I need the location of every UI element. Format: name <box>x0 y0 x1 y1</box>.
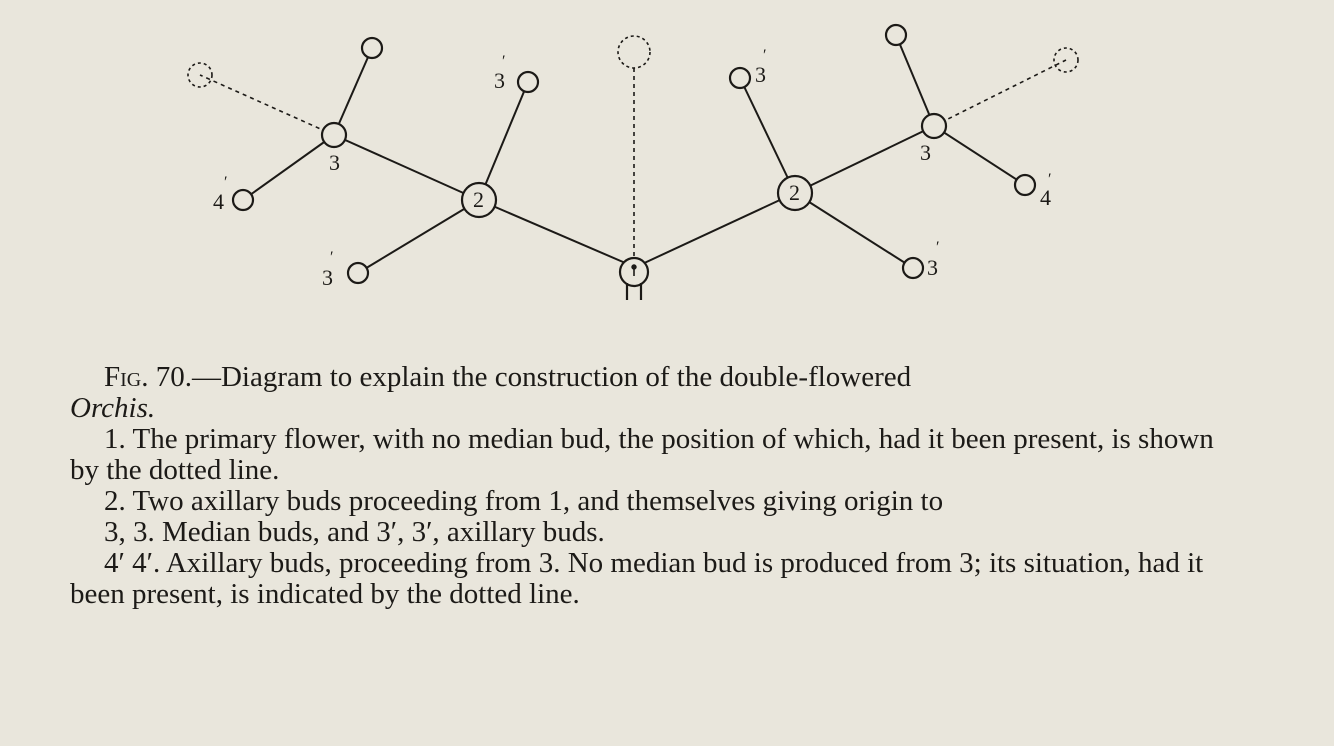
edge-2-3prime-left-high <box>479 82 528 200</box>
edge-1-2-right <box>640 193 795 265</box>
bud-dotted-primary <box>618 36 650 68</box>
edge-3-4prime-left <box>243 135 334 200</box>
prime-3-right-low: ′ <box>936 239 940 256</box>
orchis-construction-diagram <box>0 0 1334 360</box>
bud-3prime-left-low <box>348 263 368 283</box>
label-4prime-left: 4 <box>213 189 224 214</box>
label-3-left: 3 <box>329 150 340 175</box>
bud-4prime-right <box>1015 175 1035 195</box>
label-3prime-left-high: 3 <box>494 68 505 93</box>
prime-3-right-high: ′ <box>763 47 767 64</box>
prime-4-left: ′ <box>224 174 228 191</box>
edge-2-3prime-right-high <box>740 78 795 193</box>
caption-genus: Orchis. <box>70 392 156 424</box>
label-4prime-right: 4 <box>1040 185 1051 210</box>
bud-3-left <box>322 123 346 147</box>
caption-item-2: 2. Two axillary buds proceeding from 1, and themselves giving origin to <box>104 485 944 517</box>
dotted-median-right <box>934 60 1066 126</box>
edge-2-3prime-left-low <box>358 200 479 273</box>
caption-item-1: 1. The primary flower, with no median bud, the position of which, had it been present, is shown by the dotted line. <box>70 423 1214 486</box>
label-3-right: 3 <box>920 140 931 165</box>
prime-4-right: ′ <box>1048 171 1052 188</box>
caption-item-3: 3, 3. Median buds, and 3′, 3′, axillary buds. <box>104 516 605 548</box>
label-3prime-right-high: 3 <box>755 62 766 87</box>
bud-4prime-left <box>233 190 253 210</box>
edge-3-4prime-right <box>934 126 1025 185</box>
prime-3-left-high: ′ <box>502 53 506 70</box>
caption-item-4: 4′ 4′. Axillary buds, proceeding from 3. No median bud is produced from 3; its situation, had it been present, is indicated by the dotted line. <box>70 547 1204 610</box>
dotted-median-left <box>200 75 334 135</box>
edge-2-3prime-right-low <box>795 193 913 268</box>
bud-3prime-left-high <box>518 72 538 92</box>
figure-caption <box>70 362 1230 610</box>
figure-number: Fig. 70. <box>104 361 192 393</box>
bud-top-right <box>886 25 906 45</box>
prime-3-left-low: ′ <box>330 249 334 266</box>
label-2-left: 2 <box>473 187 484 212</box>
caption-title-text: —Diagram to explain the construction of the double-flowered <box>191 361 912 393</box>
edge-1-2-left <box>479 200 630 265</box>
bud-3-right <box>922 114 946 138</box>
bud-3prime-right-low <box>903 258 923 278</box>
label-3prime-left-low: 3 <box>322 265 333 290</box>
bud-top-left <box>362 38 382 58</box>
edge-2-3-left <box>334 135 479 200</box>
edge-3-top-left <box>334 48 372 135</box>
label-3prime-right-low: 3 <box>927 255 938 280</box>
label-2-right: 2 <box>789 180 800 205</box>
edge-3-top-right <box>896 35 934 126</box>
primary-flower-symbol <box>620 258 648 300</box>
caption-title <box>70 362 1230 393</box>
edge-2-3-right <box>795 126 934 193</box>
bud-3prime-right-high <box>730 68 750 88</box>
